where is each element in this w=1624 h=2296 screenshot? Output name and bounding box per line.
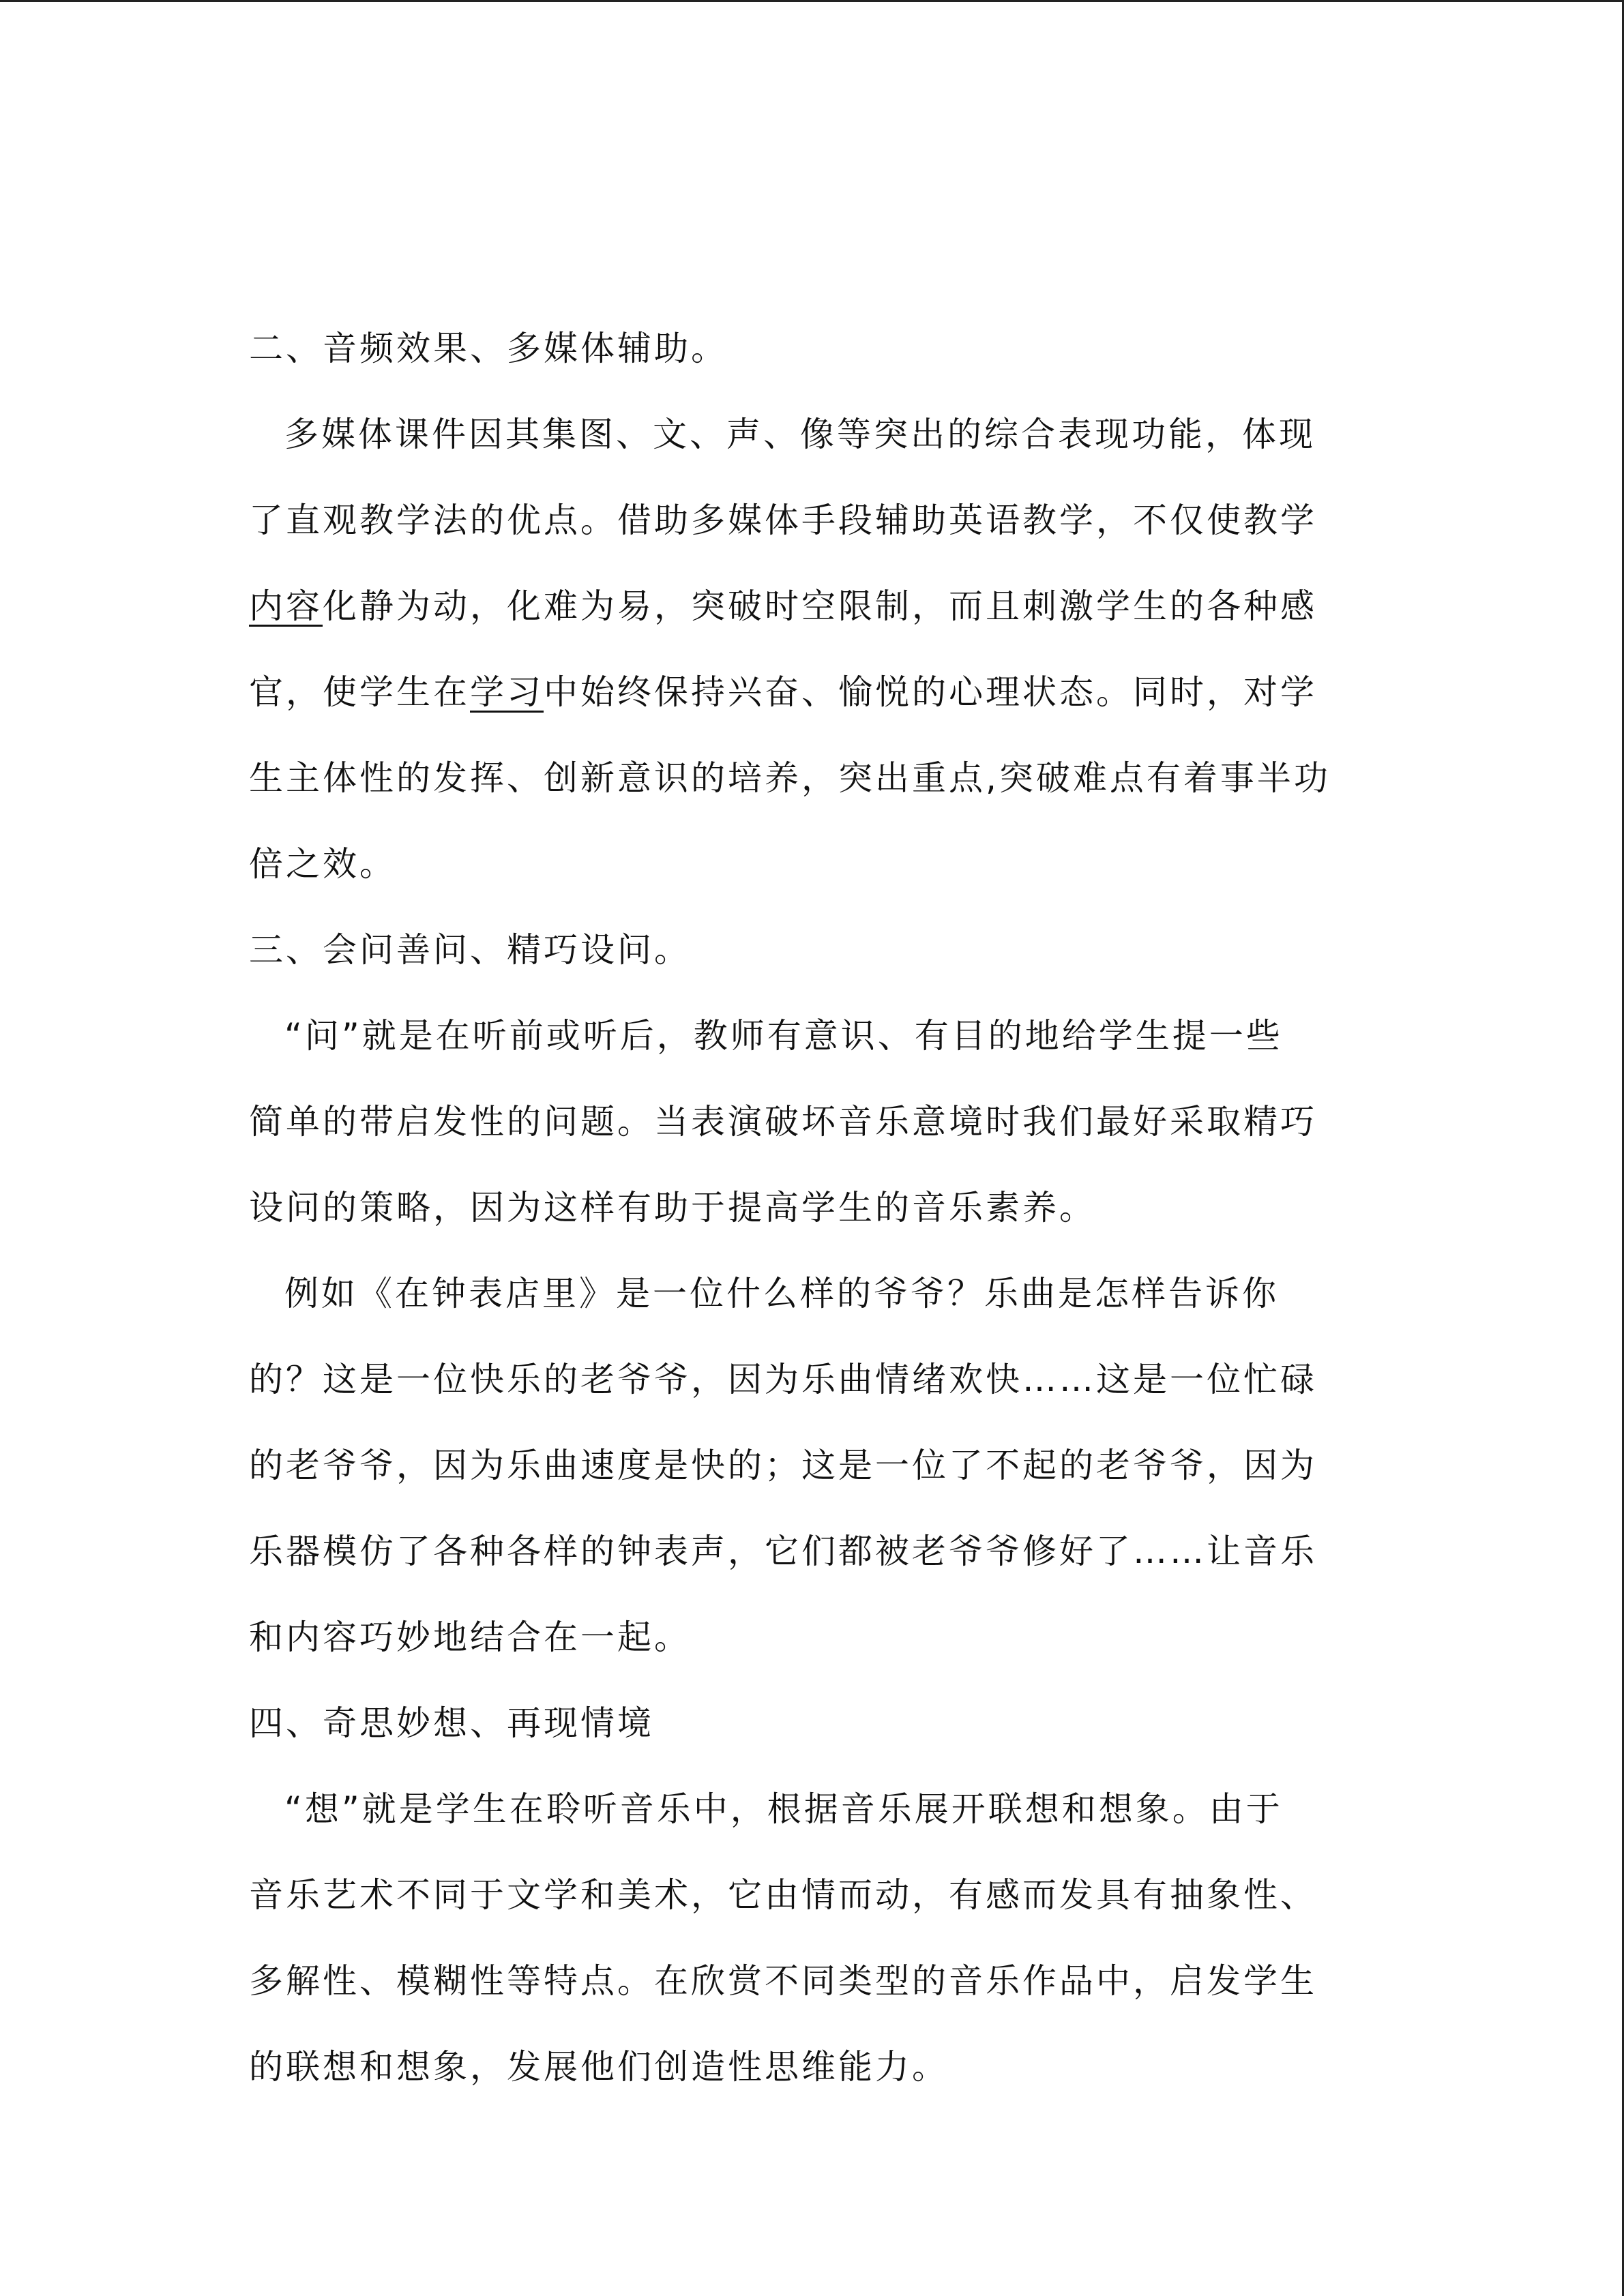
paragraph-line: 多媒体课件因其集图、文、声、像等突出的综合表现功能，体现 xyxy=(284,415,1316,454)
paragraph-line: “问”就是在听前或听后，教师有意识、有目的地给学生提一些 xyxy=(284,1016,1283,1056)
underlined-link-content[interactable]: 内容 xyxy=(249,586,323,626)
paragraph-text: 官，使学生在 xyxy=(249,672,470,712)
section-heading-2: 二、音频效果、多媒体辅助。 xyxy=(249,329,728,368)
paragraph-line: 生主体性的发挥、创新意识的培养，突出重点,突破难点有着事半功 xyxy=(249,758,1331,798)
paragraph-line: 设问的策略，因为这样有助于提高学生的音乐素养。 xyxy=(249,1188,1096,1227)
paragraph-line: 音乐艺术不同于文学和美术，它由情而动，有感而发具有抽象性、 xyxy=(249,1875,1317,1915)
section-heading-4: 四、奇思妙想、再现情境 xyxy=(249,1703,654,1743)
paragraph-line: 的？这是一位快乐的老爷爷，因为乐曲情绪欢快……这是一位忙碌 xyxy=(249,1360,1317,1399)
paragraph-line: 了直观教学法的优点。借助多媒体手段辅助英语教学，不仅使教学 xyxy=(249,501,1317,540)
paragraph-line: 乐器模仿了各种各样的钟表声，它们都被老爷爷修好了……让音乐 xyxy=(249,1532,1317,1571)
paragraph-line: 简单的带启发性的问题。当表演破坏音乐意境时我们最好采取精巧 xyxy=(249,1102,1317,1142)
paragraph-line: 的老爷爷，因为乐曲速度是快的；这是一位了不起的老爷爷，因为 xyxy=(249,1446,1317,1485)
paragraph-line: 多解性、模糊性等特点。在欣赏不同类型的音乐作品中，启发学生 xyxy=(249,1961,1317,2001)
paragraph-line xyxy=(249,649,1374,735)
paragraph-line: “想”就是学生在聆听音乐中，根据音乐展开联想和想象。由于 xyxy=(284,1789,1283,1829)
paragraph-line xyxy=(249,563,1374,649)
document-body xyxy=(249,305,1374,2110)
paragraph-line: 和内容巧妙地结合在一起。 xyxy=(249,1617,691,1657)
paragraph-line: 的联想和想象，发展他们创造性思维能力。 xyxy=(249,2047,949,2087)
paragraph-text: 中始终保持兴奋、愉悦的心理状态。同时，对学 xyxy=(544,672,1317,712)
paragraph-line: 倍之效。 xyxy=(249,844,396,884)
underlined-link-study[interactable]: 学习 xyxy=(470,672,544,712)
paragraph-text: 化静为动，化难为易，突破时空限制，而且刺激学生的各种感 xyxy=(323,586,1317,626)
section-heading-3: 三、会问善问、精巧设问。 xyxy=(249,930,691,970)
paragraph-line: 例如《在钟表店里》是一位什么样的爷爷？乐曲是怎样告诉你 xyxy=(284,1274,1279,1313)
